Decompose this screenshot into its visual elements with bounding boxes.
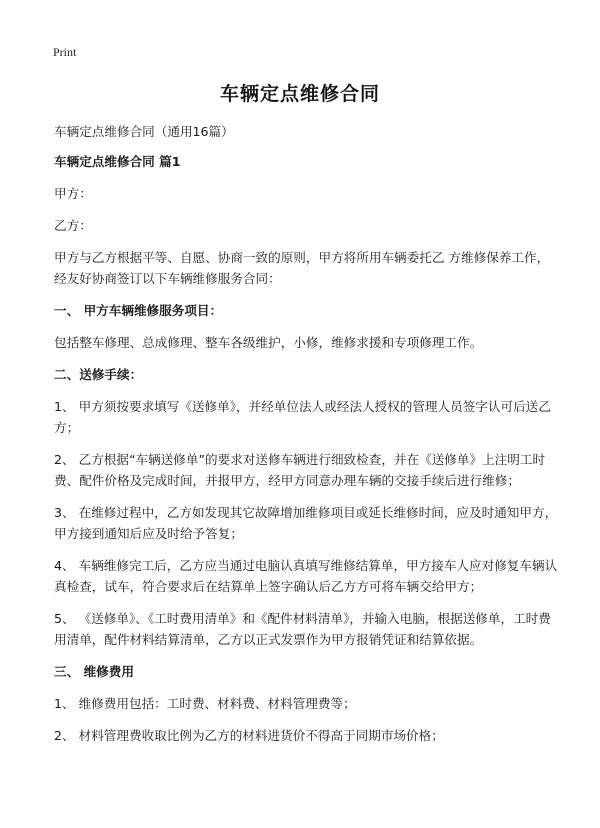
fee-item-2: 2、 材料管理费收取比例为乙方的材料进货价不得高于同期市场价格； [54, 728, 444, 743]
heading-service-items: 一、 甲方车辆维修服务项目： [54, 303, 223, 318]
heading-repair-fees: 三、 维修费用 [54, 664, 134, 679]
party-a-line: 甲方： [54, 186, 92, 201]
procedure-item-5: 5、 《送修单》、《工时费用清单》和《配件材料清单》，并输入电脑，根据送修单，工时费用清单，配件材料结算清单，乙方以正式发票作为甲方报销凭证和结算依据。 [54, 611, 551, 647]
procedure-item-3: 3、 在维修过程中，乙方如发现其它故障增加维修项目或延长维修时间，应及时通知甲方，甲方接到通知后应及时给予答复； [54, 505, 558, 541]
print-link[interactable]: Print [53, 45, 77, 59]
intro-paragraph: 甲方与乙方根据平等、自愿、协商一致的原则，甲方将所用车辆委托乙 方维修保养工作，经友好协商签订以下车辆维修服务合同： [54, 250, 550, 286]
procedure-item-1: 1、 甲方须按要求填写《送修单》，并经单位法人或经法人授权的管理人员签字认可后送乙方； [54, 399, 551, 435]
section-title: 车辆定点维修合同 篇1 [54, 154, 181, 169]
procedure-item-4: 4、 车辆维修完工后，乙方应当通过电脑认真填写维修结算单，甲方接车人应对修复车辆认真检查，试车，符合要求后在结算单上签字确认后乙方方可将车辆交给甲方； [54, 558, 558, 594]
document-body [54, 121, 558, 757]
fee-item-1: 1、 维修费用包括：工时费、材料费、材料管理费等； [54, 696, 356, 711]
party-b-line: 乙方： [54, 218, 92, 233]
heading-repair-procedure: 二、送修手续： [54, 367, 143, 382]
document-subtitle: 车辆定点维修合同（通用16篇） [54, 124, 234, 139]
service-items-paragraph: 包括整车修理、总成修理、整车各级维护，小修，维修求援和专项修理工作。 [54, 335, 483, 350]
document-title: 车辆定点维修合同 [219, 83, 380, 105]
procedure-item-2: 2、 乙方根据“车辆送修单”的要求对送修车辆进行细致检查，并在《送修单》上注明工时费、配件价格及完成时间，并报甲方，经甲方同意办理车辆的交接手续后进行维修； [54, 452, 546, 488]
